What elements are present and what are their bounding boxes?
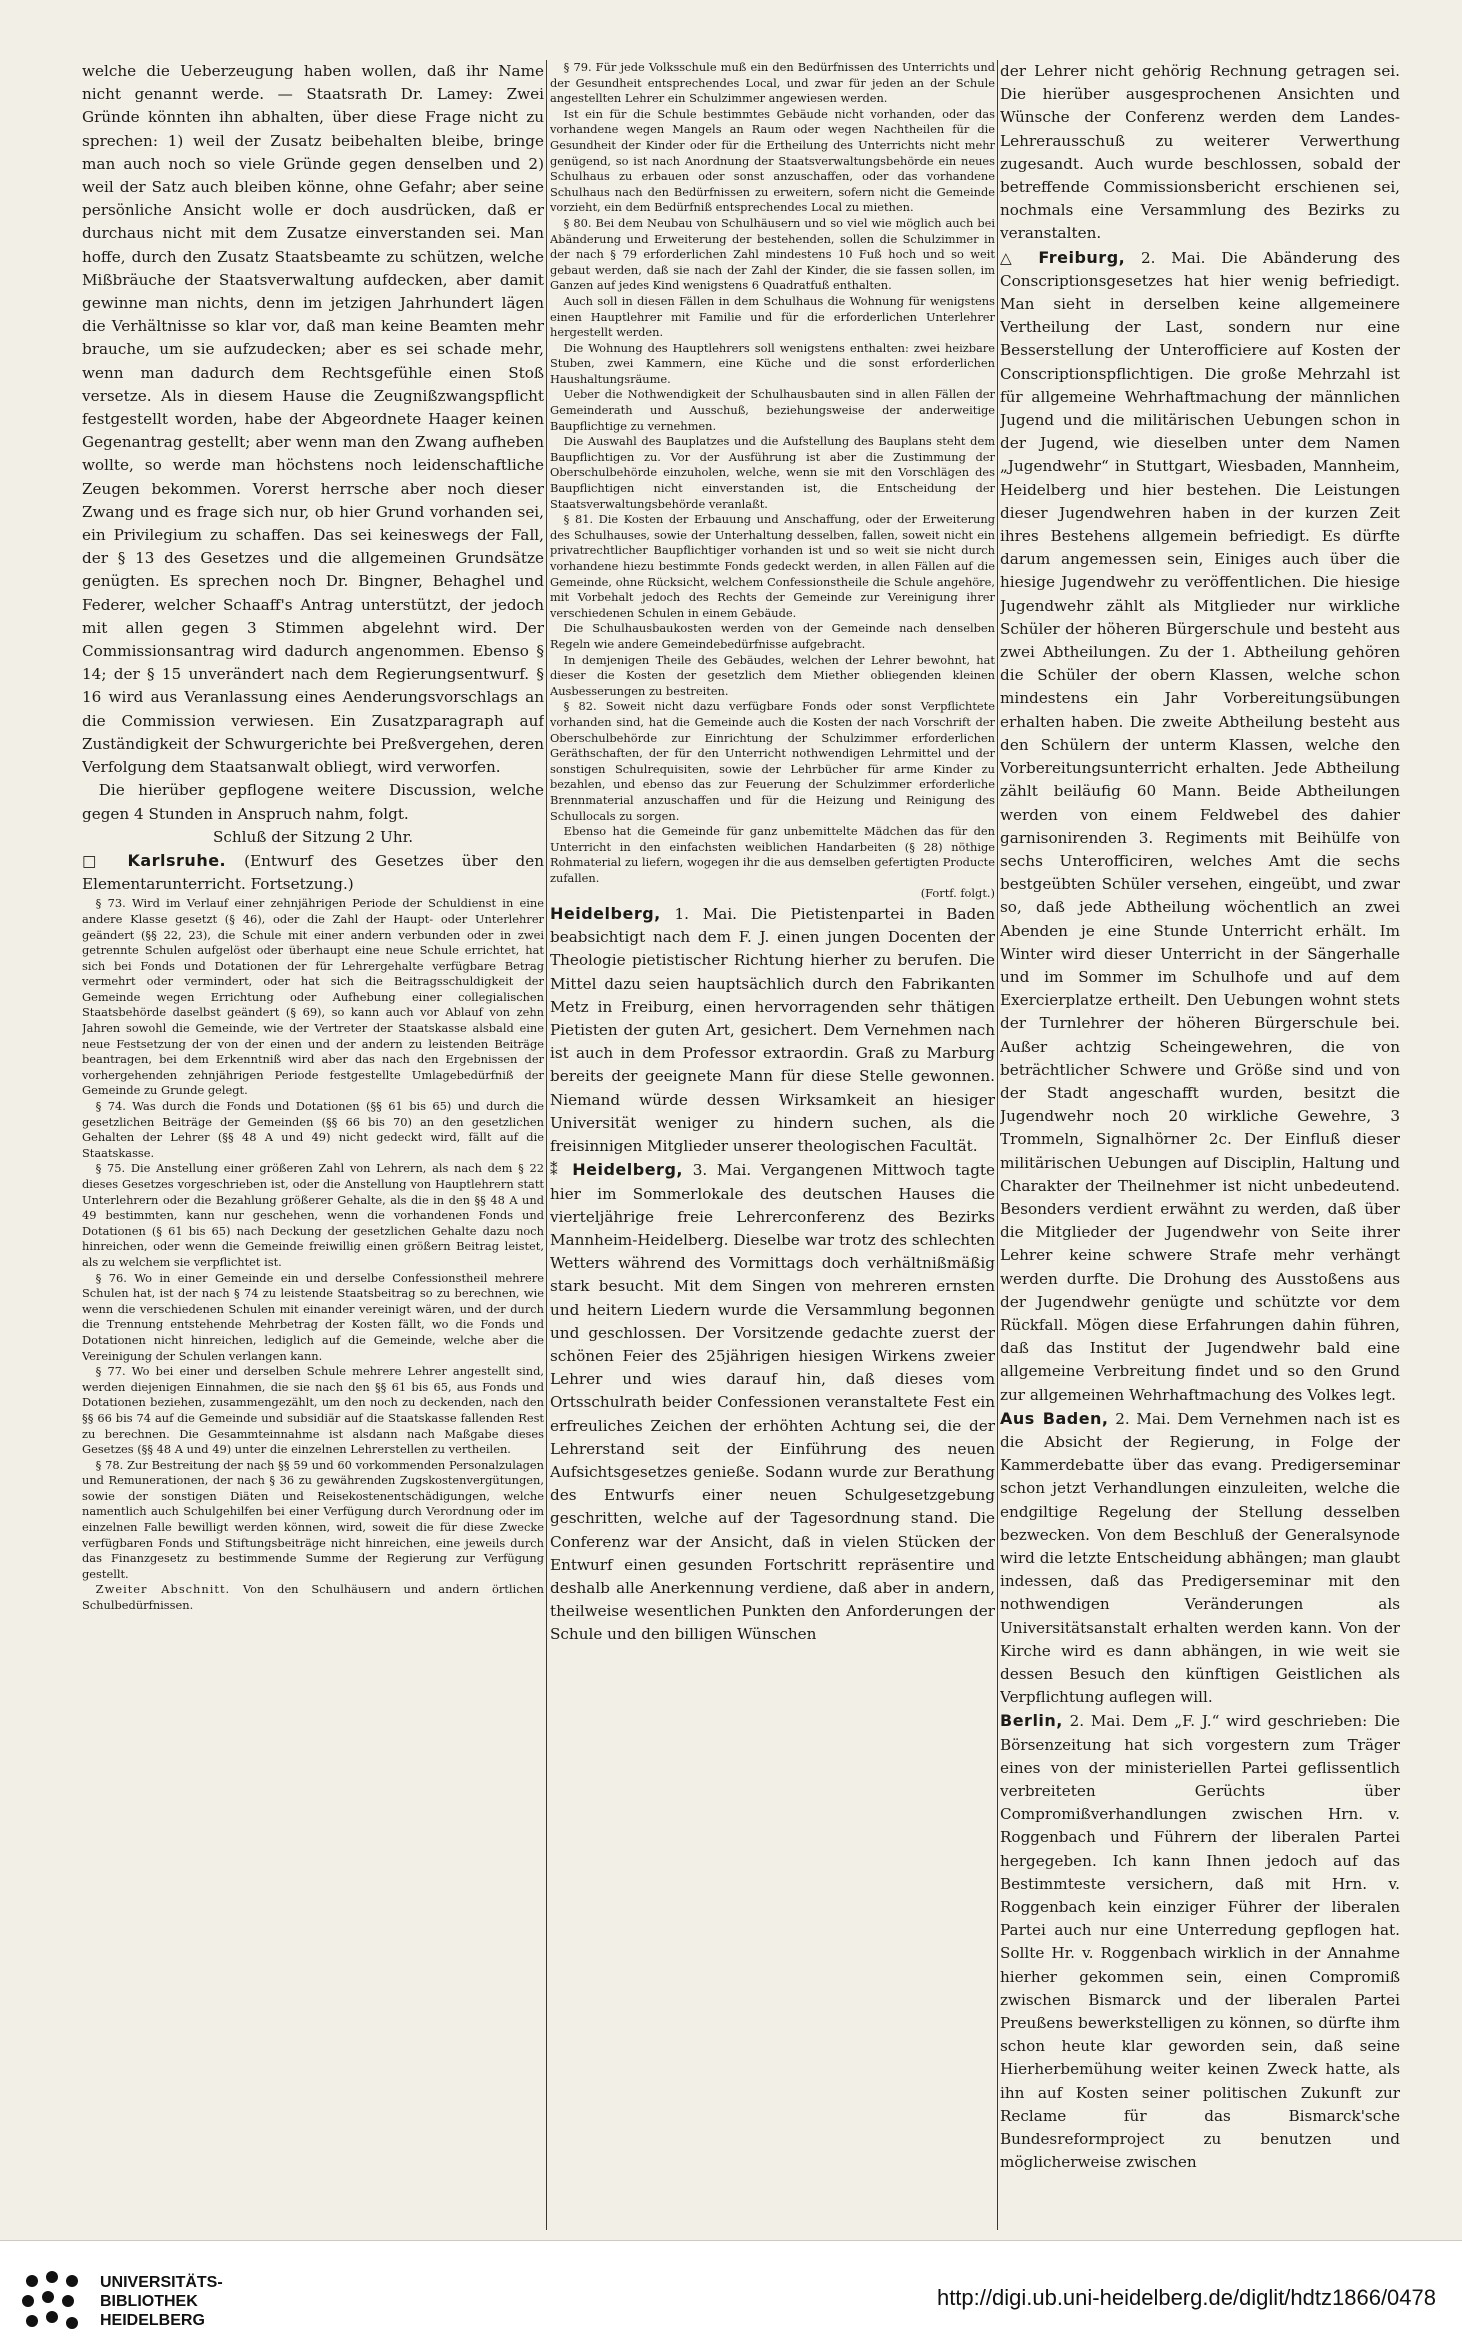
section-79: § 79. Für jede Volksschule muß ein den Bedürfnissen des Unterrichts und der Gesundheit entsprechendes Local, und zwar für jeden an der Schule angestellten Lehrer ein Schulzimmer angewiesen werden. (550, 60, 995, 106)
section-76: § 76. Wo in einer Gemeinde ein und derselbe Confessionstheil mehrere Schulen hat, ist der nach § 74 zu leistende Staatsbeitrag so zu berechnen, wie wenn die verschiedenen Schulen mit einander vereinigt wären, und der durch die Trennung entstehende Mehrbetrag der Kosten fällt, wo die Fonds und Dotationen nicht hinreichen, lediglich auf die Gemeinde, welche aber die Vereinigung der Schulen verlangen kann. (82, 1270, 544, 1363)
lamey-debate-paragraph: welche die Ueberzeugung haben wollen, daß ihr Name nicht genannt werde. — Staatsrath Dr. Lamey: Zwei Gründe könnten ihn abhalten, über diese Frage nicht zu sprechen: 1) weil der Zusatz beibehalten bleibe, bringe man auch noch so viele Gründe gegen denselben und 2) weil der Satz auch bleiben könne, ohne Gefahr; aber seine persönliche Ansicht wolle er doch ausdrücken, daß er durchaus nicht mit dem Zusatze einverstanden sei. Man hoffe, durch den Zusatz Staatsbeamte zu schützen, welche Mißbräuche der Staatsverwaltung aufdecken, aber damit gewinne man nichts, denn im jetzigen Jahrhundert lägen die Verhältnisse so klar vor, daß man keine Beamten mehr brauche, um sie aufzudecken; aber es sei schade mehr, wenn man dadurch dem Rechtsgefühle einen Stoß versetze. Als in diesem Hause die Zeugnißzwangspflicht festgestellt worden, habe der Abgeordnete Haager keinen Gegenantrag gestellt; aber wenn man den Zwang aufheben wollte, so werde man höchstens noch leidenschaftliche Zeugen bekommen. Vorerst herrsche aber noch dieser Zwang und es frage sich nur, ob hier Grund vorhanden sei, ein Privilegium zu schaffen. Das sei keineswegs der Fall, der § 13 des Gesetzes und die allgemeinen Grundsätze genügten. Es sprechen noch Dr. Bingner, Behaghel und Federer, welcher Schaaff's Antrag unterstützt, der jedoch mit allen gegen 3 Stimmen abgelehnt wird. Der Commissionsantrag wird dadurch angenommen. Ebenso § 14; der § 15 unverändert nach dem Regierungsentwurf. § 16 wird aus Veranlassung eines Aenderungsvorschlags an die Commission verwiesen. Ein Zusatzparagraph auf Zuständigkeit der Schwurgerichte bei Preßvergehen, deren Verfolgung dem Staatsanwalt obliegt, wird verworfen. (82, 62, 544, 777)
column-1 (82, 60, 544, 2230)
section-75: § 75. Die Anstellung einer größeren Zahl von Lehrern, als nach dem § 22 dieses Gesetzes vorgeschrieben ist, oder die Anstellung von Hauptlehrern statt Unterlehrern oder die Bezahlung größerer Gehalte, als die in den §§ 48 A und 49 bestimmten, kann nur geschehen, wenn die vorhandenen Fonds und Dotationen (§ 61 bis 65) nach Deckung der gesetzlichen Gehalte dazu noch hinreichen, oder wenn die Gemeinde freiwillig einen größern Beitrag leistet, als zu welchem sie verpflichtet ist. (82, 1161, 544, 1269)
discussion-note: Die hierüber gepflogene weitere Discussion, welche gegen 4 Stunden in Anspruch nahm, folgt. (82, 781, 544, 823)
section-81-c: In demjenigen Theile des Gebäudes, welchen der Lehrer bewohnt, hat dieser die Kosten der gesetzlich dem Miether obliegenden kleinen Ausbesserungen zu bestreiten. (550, 652, 995, 698)
column-3 (1000, 60, 1400, 2230)
column-divider-2 (997, 60, 998, 2230)
library-name (100, 2273, 223, 2330)
chapter-label: Zweiter Abschnitt. (95, 1582, 231, 1597)
berlin-text: 2. Mai. Dem „F. J.“ wird geschrieben: Die Börsenzeitung hat sich vorgestern zum Träger eines von der ministeriellen Partei geflissentlich verbreiteten Gerüchts über Compromißverhandlungen zwischen Hrn. v. Roggenbach und Führern der liberalen Partei hergegeben. Ich kann Ihnen jedoch auf das Bestimmteste versichern, daß mit Hrn. v. Roggenbach kein einziger Führer der liberalen Partei auch nur eine Unterredung gepflogen hat. Sollte Hr. v. Roggenbach wirklich in der Annahme hierher gekommen sein, einen Compromiß zwischen Bismarck und der liberalen Partei Preußens bewerkstelligen zu können, so dürfte ihm schon heute klar geworden sein, daß seine Hierherbemühung weiter keinen Zweck hatte, als ihn auf Kosten seiner politischen Zukunft zur Reclame für das Bismarck'sche Bundesreformproject zu benutzen und möglicherweise zwischen (1000, 1712, 1400, 2172)
karlsruhe-lead-text: (Entwurf des Gesetzes über den Elementarunterricht. Fortsetzung.) (82, 851, 544, 894)
session-end: Schluß der Sitzung 2 Uhr. (212, 827, 414, 846)
heidelberg-article-2 (550, 1158, 995, 1646)
freiburg-article (1000, 246, 1400, 1407)
baden-text: 2. Mai. Dem Vernehmen nach ist es die Absicht der Regierung, in Folge der Kammerdebatte über das evang. Predigerseminar schon jetzt Verhandlungen einzuleiten, welche die endgiltige Regelung der Stellung desselben bezwecken. Von dem Beschluß der Generalsynode wird die letzte Entscheidung abhängen; man glaubt indessen, daß das Predigerseminar mit den nothwendigen Veränderungen als Universitätsanstalt erhalten werden kann. Von der Kirche wird es dann abhängen, in wie weit sie dessen Besuch den künftigen Geistlichen als Verpflichtung auflegen will. (1000, 1409, 1400, 1707)
heidelberg-articles (550, 902, 995, 1647)
chapter-subject: Von den Schulhäusern und andern örtlichen Schulbedürfnissen. (82, 1582, 544, 1613)
section-77: § 77. Wo bei einer und derselben Schule mehrere Lehrer angestellt sind, werden diejenigen Einnahmen, die sie nach den §§ 61 bis 65, aus Fonds und Dotationen beziehen, zusammengezählt, um den noch zu deckenden, nach den §§ 66 bis 74 auf die Gemeinde und subsidiär auf die Staatskasse fallenden Rest zu berechnen. Die Gesammteinnahme ist alsdann nach Maßgabe dieses Gesetzes (§§ 48 A und 49) unter die einzelnen Lehrerstellen zu vertheilen. (82, 1364, 544, 1457)
berlin-article (1000, 1709, 1400, 2174)
section-80-b: Auch soll in diesen Fällen in dem Schulhaus die Wohnung für wenigstens einen Hauptlehrer mit Familie und für die erforderlichen Unterlehrer hergestellt werden. (550, 293, 995, 340)
section-78: § 78. Zur Bestreitung der nach §§ 59 und 60 vorkommenden Personalzulagen und Remunerationen, der nach § 36 zu gewährenden Zugskostenvergütungen, sowie der sonstigen Diäten und Reisekostenentschädigungen, welche namentlich auch Schulgehilfen bei einer Verfügung durch Verordnung oder im einzelnen Falle bewilligt werden können, wird, soweit die für diese Zwecke verfügbaren Fonds und Stiftungsbeiträge nicht hinreichen, eine jeweils durch das Finanzgesetz zu bestimmende Summe der Regierung zur Verfügung gestellt. (82, 1457, 544, 1581)
section-82-b: Ebenso hat die Gemeinde für ganz unbemittelte Mädchen das für den Unterricht in den einfachsten weiblichen Handarbeiten (§ 28) nöthige Rohmaterial zu liefern, wogegen ihr die aus demselben gefertigten Producte zufallen. (550, 824, 995, 885)
section-80-c: Die Wohnung des Hauptlehrers soll wenigstens enthalten: zwei heizbare Stuben, zwei Kammern, eine Küche und die sonst erforderlichen Haushaltungsräume. (550, 340, 995, 386)
karlsruhe-dateline: Karlsruhe. (127, 850, 227, 870)
library-name-line-2: BIBLIOTHEK (100, 2293, 198, 2310)
column-divider-1 (546, 60, 547, 2230)
section-74: § 74. Was durch die Fonds und Dotationen (§§ 61 bis 65) und durch die gesetzlichen Beiträge der Gemeinden (§§ 66 bis 70) an den gesetzlichen Gehalten der Lehrer (§§ 48 A und 49) nicht gedeckt wird, fällt auf die Staatskasse. (82, 1099, 544, 1160)
section-82: § 82. Soweit nicht dazu verfügbare Fonds oder sonst Verpflichtete vorhanden sind, hat die Gemeinde auch die Kosten der nach Vorschrift der Oberschulbehörde zur Einrichtung der Schulzimmer erforderlichen Geräthschaften, der für den Unterricht nothwendigen Lehrmittel und der sonstigen Schulrequisiten, sowie der Lehrbücher für arme Kinder zu bezahlen, und ebenso das zur Feuerung der Schulzimmer erforderliche Brennmaterial anzuschaffen und für die Heizung und Reinigung des Schullocals zu sorgen. (550, 699, 995, 823)
section-79-b: Ist ein für die Schule bestimmtes Gebäude nicht vorhanden, oder das vorhandene wegen Mangels an Raum oder wegen Nachtheilen für die Gesundheit der Kinder oder für die Ertheilung des Unterrichts nicht mehr genügend, so ist nach Anordnung der Staatsverwaltungsbehörde ein neues Schulhaus zu erbauen oder sonst anzuschaffen, oder das vorhandene Schulhaus nach den Bedürfnissen zu erweitern, sofern nicht die Gemeinde vorzieht, ein dem Bedürfniß entsprechendes Local zu miethen. (550, 106, 995, 215)
section-81: § 81. Die Kosten der Erbauung und Anschaffung, oder der Erweiterung des Schulhauses, sowie der Unterhaltung desselben, fallen, soweit nicht ein privatrechtlicher Baupflichtiger vorhanden ist und so weit sie nicht durch vorhandene hiezu bestimmte Fonds gedeckt werden, in allen Fällen auf die Gemeinde, ohne Rücksicht, welchem Confessionstheile die Schule angehöre, mit Vorbehalt jedoch des Rechts der Gemeinde zur Vereinigung ihrer verschiedenen Schulen in einem Gebäude. (550, 512, 995, 620)
karlsruhe-article-lead (82, 849, 544, 896)
column-2 (550, 60, 995, 2230)
second-chapter-title (82, 1582, 544, 1613)
source-url-link[interactable]: http://digi.ub.uni-heidelberg.de/diglit/hdtz1866/0478 (936, 2285, 1436, 2310)
section-73: § 73. Wird im Verlauf einer zehnjährigen Periode der Schuldienst in eine andere Klasse gesetzt (§ 46), oder die Zahl der Haupt- oder Unterlehrer geändert (§§ 22, 23), die Schule mit einer andern verbunden oder in zwei getrennte Schulen aufgelöst oder überhaupt eine neue Schule errichtet, hat sich bei Fonds und Dotationen der für Lehrergehalte verfügbare Betrag vermehrt oder vermindert, oder hat sich die Beitragsschuldigkeit der Gemeinde wegen Errichtung oder Aufhebung einer collegialischen Staatsbehörde daselbst geändert (§ 69), so kann auch vor Ablauf von zehn Jahren sowohl die Gemeinde, wie der Vertreter der Staatskasse alsbald eine neue Festsetzung der von der einen und der andern zu leistenden Beiträge beantragen, bei dem Erkenntniß wird aber das nach den Ergebnissen der vorhergehenden zehnjährigen Periode festgestellte Umlagebedürfniß der Gemeinde zu Grunde gelegt. (82, 896, 544, 1098)
heidelberg-dateline-1: Heidelberg, (550, 904, 661, 924)
library-name-line-1: UNIVERSITÄTS- (100, 2274, 223, 2291)
freiburg-text: 2. Mai. Die Abänderung des Conscriptionsgesetzes hat hier wenig befriedigt. Man sieht in derselben keine allgemeinere Vertheilung der Last, sondern nur eine Besserstellung der Unterofficiere auf Kosten der Conscriptionspflichtigen. Die große Mehrzahl ist für allgemeine Wehrhaftmachung der männlichen Jugend und die militärischen Uebungen schon in der Jugend, wie dieselben unter dem Namen „Jugendwehr“ in Stuttgart, Wiesbaden, Mannheim, Heidelberg und hier bestehen. Die Leistungen dieser Jugendwehren haben in der kurzen Zeit ihres Bestehens allgemein befriedigt. Es dürfte darum angemessen sein, Einiges auch über die hiesige Jugendwehr zu veröffentlichen. Die hiesige Jugendwehr zählt als Mitglieder nur wirkliche Schüler der höheren Bürgerschule und besteht aus zwei Abtheilungen. Zu der 1. Abtheilung gehören die Schüler der obern Klassen, welche schon mindestens ein Jahr Vorbereitungsübungen erhalten haben. Die zweite Abtheilung besteht aus den Schülern der unterm Klassen, welche den Vorbereitungsunterricht erhalten. Jede Abtheilung zählt beiläufig 60 Mann. Beide Abtheilungen werden von einem Feldwebel des dahier garnisonirenden 3. Regiments mit Beihülfe von sechs Unterofficiren, welches Amt die sechs bestgeübten Schüler versehen, eingeübt, und zwar so, daß jede Abtheilung wöchentlich an zwei Abenden je eine Stunde Unterricht erhält. Im Winter wird dieser Unterricht in der Sängerhalle und im Sommer im Schulhofe und auf dem Exercierplatze ertheilt. Den Uebungen wohnt stets der Turnlehrer der höheren Bürgerschule bei. Außer achtzig Scheingewehren, die von beträchtlicher Schwere und Größe sind und von der Stadt angeschafft wurden, besitzt die Jugendwehr noch 20 wirkliche Gewehre, 3 Trommeln, Signalhörner 2c. Der Einfluß dieser militärischen Uebungen auf Disciplin, Haltung und Charakter der Theilnehmer ist nicht unbedeutend. Besonders verdient erwähnt zu werden, daß über die Mitglieder der Jugendwehr von Seite ihrer Lehrer keine schwere Strafe mehr verhängt werden durfte. Die Drohung des Ausstoßens aus der Jugendwehr genügte und schützte vor dem Rückfall. Mögen diese Erfahrungen dahin führen, daß das Institut der Jugendwehr bald eine allgemeine Verbreitung findet und so den Grund zur allgemeinen Wehrhaftmachung des Volkes legt. (1000, 248, 1400, 1404)
law-draft-sections-1 (82, 896, 544, 1613)
heidelberg-text-2: 3. Mai. Vergangenen Mittwoch tagte hier im Sommerlokale des deutschen Hauses die vierteljährige freie Lehrerconferenz des Bezirks Mannheim-Heidelberg. Dieselbe war trotz des schlechten Wetters während des Vormittags doch verhältnißmäßig stark besucht. Mit dem Singen von mehreren ernsten und heitern Liedern wurde die Versammlung begonnen und geschlossen. Der Vorsitzende gedachte zuerst der schönen Feier des 25jährigen hiesigen Wirkens zweier Lehrer und wies darauf hin, daß dieses vom Ortsschulrath beider Confessionen veranstaltete Fest ein erfreuliches Zeichen der erhöhten Achtung sei, die der Lehrerstand seit der Einführung des neuen Aufsichtsgesetzes genieße. Sodann wurde zur Berathung des Entwurfs einer neuen Schulgesetzgebung geschritten, welche auf der Tagesordnung stand. Die Conferenz war der Ansicht, daß in vielen Stücken der Entwurf einen gesunden Fortschritt repräsentire und deshalb alle Anerkennung verdiene, daß aber in andern, theilweise wesentlichen Punkten den Anforderungen der Schule und den billigen Wünschen (550, 1161, 995, 1644)
library-footer (0, 2240, 1462, 2352)
continuation-note: (Fortf. folgt.) (920, 886, 995, 901)
library-name-line-3: HEIDELBERG (100, 2312, 205, 2329)
section-81-b: Die Schulhausbaukosten werden von der Gemeinde nach denselben Regeln wie andere Gemeindebedürfnisse aufgebracht. (550, 621, 995, 651)
section-80-e: Die Auswahl des Bauplatzes und die Aufstellung des Bauplans steht dem Baupflichtigen zu. Vor der Ausführung ist aber die Zustimmung der Oberschulbehörde einzuholen, welche, wenn sie mit den Vorschlägen des Baupflichtigen nicht einverstanden ist, die Entscheidung der Staatsverwaltungsbehörde veranlaßt. (550, 434, 995, 511)
heidelberg-article-1 (550, 902, 995, 1158)
library-logo-icon (14, 2263, 90, 2339)
asterism-marker-icon: ⁑ (550, 1161, 563, 1180)
berlin-dateline: Berlin, (1000, 1711, 1063, 1731)
heidelberg-text-1: 1. Mai. Die Pietistenpartei in Baden beabsichtigt nach dem F. J. einen jungen Docenten der Theologie pietistischer Richtung hierher zu berufen. Die Mittel dazu seien hauptsächlich durch den Fabrikanten Metz in Freiburg, einen hervorragenden sehr thätigen Pietisten der guten Art, gesichert. Dem Vernehmen nach ist auch in dem Professor extraordin. Graß zu Marburg bereits der geeignete Mann für diese Stelle gewonnen. Niemand würde dessen Wirksamkeit an hiesiger Universität weniger zu hindern suchen, als die freisinnigen Mitglieder unserer theologischen Facultät. (550, 905, 995, 1156)
law-draft-sections-2 (550, 60, 995, 902)
heidelberg-dateline-2: Heidelberg, (572, 1160, 683, 1180)
baden-dateline: Aus Baden, (1000, 1408, 1109, 1428)
freiburg-dateline: Freiburg, (1038, 247, 1126, 267)
section-80-d: Ueber die Nothwendigkeit der Schulhausbauten sind in allen Fällen der Gemeinderath und Ausschuß, beziehungsweise der anderweitige Baupflichtige zu vernehmen. (550, 387, 995, 433)
section-80: § 80. Bei dem Neubau von Schulhäusern und so viel wie möglich auch bei Abänderung und Erweiterung der bestehenden, sollen die Schulzimmer in der nach § 79 erforderlichen Zahl mindestens 10 Fuß hoch und so weit gebaut werden, daß sie nach der Zahl der Kinder, die sie fassen sollen, im Ganzen auf jedes Kind wenigstens 6 Quadratfuß enthalten. (550, 215, 995, 293)
baden-article (1000, 1407, 1400, 1710)
square-marker-icon: □ (82, 851, 110, 870)
conference-continuation: der Lehrer nicht gehörig Rechnung getragen sei. Die hierüber ausgesprochenen Ansichten und Wünsche der Conferenz werden dem Landes-Lehrerausschuß zu weiterer Verwerthung zugesandt. Auch wurde beschlossen, sobald der betreffende Commissionsbericht erschienen sei, nochmals eine Versammlung des Bezirks zu veranstalten. (1000, 62, 1400, 243)
triangle-marker-icon: △ (1000, 248, 1023, 267)
